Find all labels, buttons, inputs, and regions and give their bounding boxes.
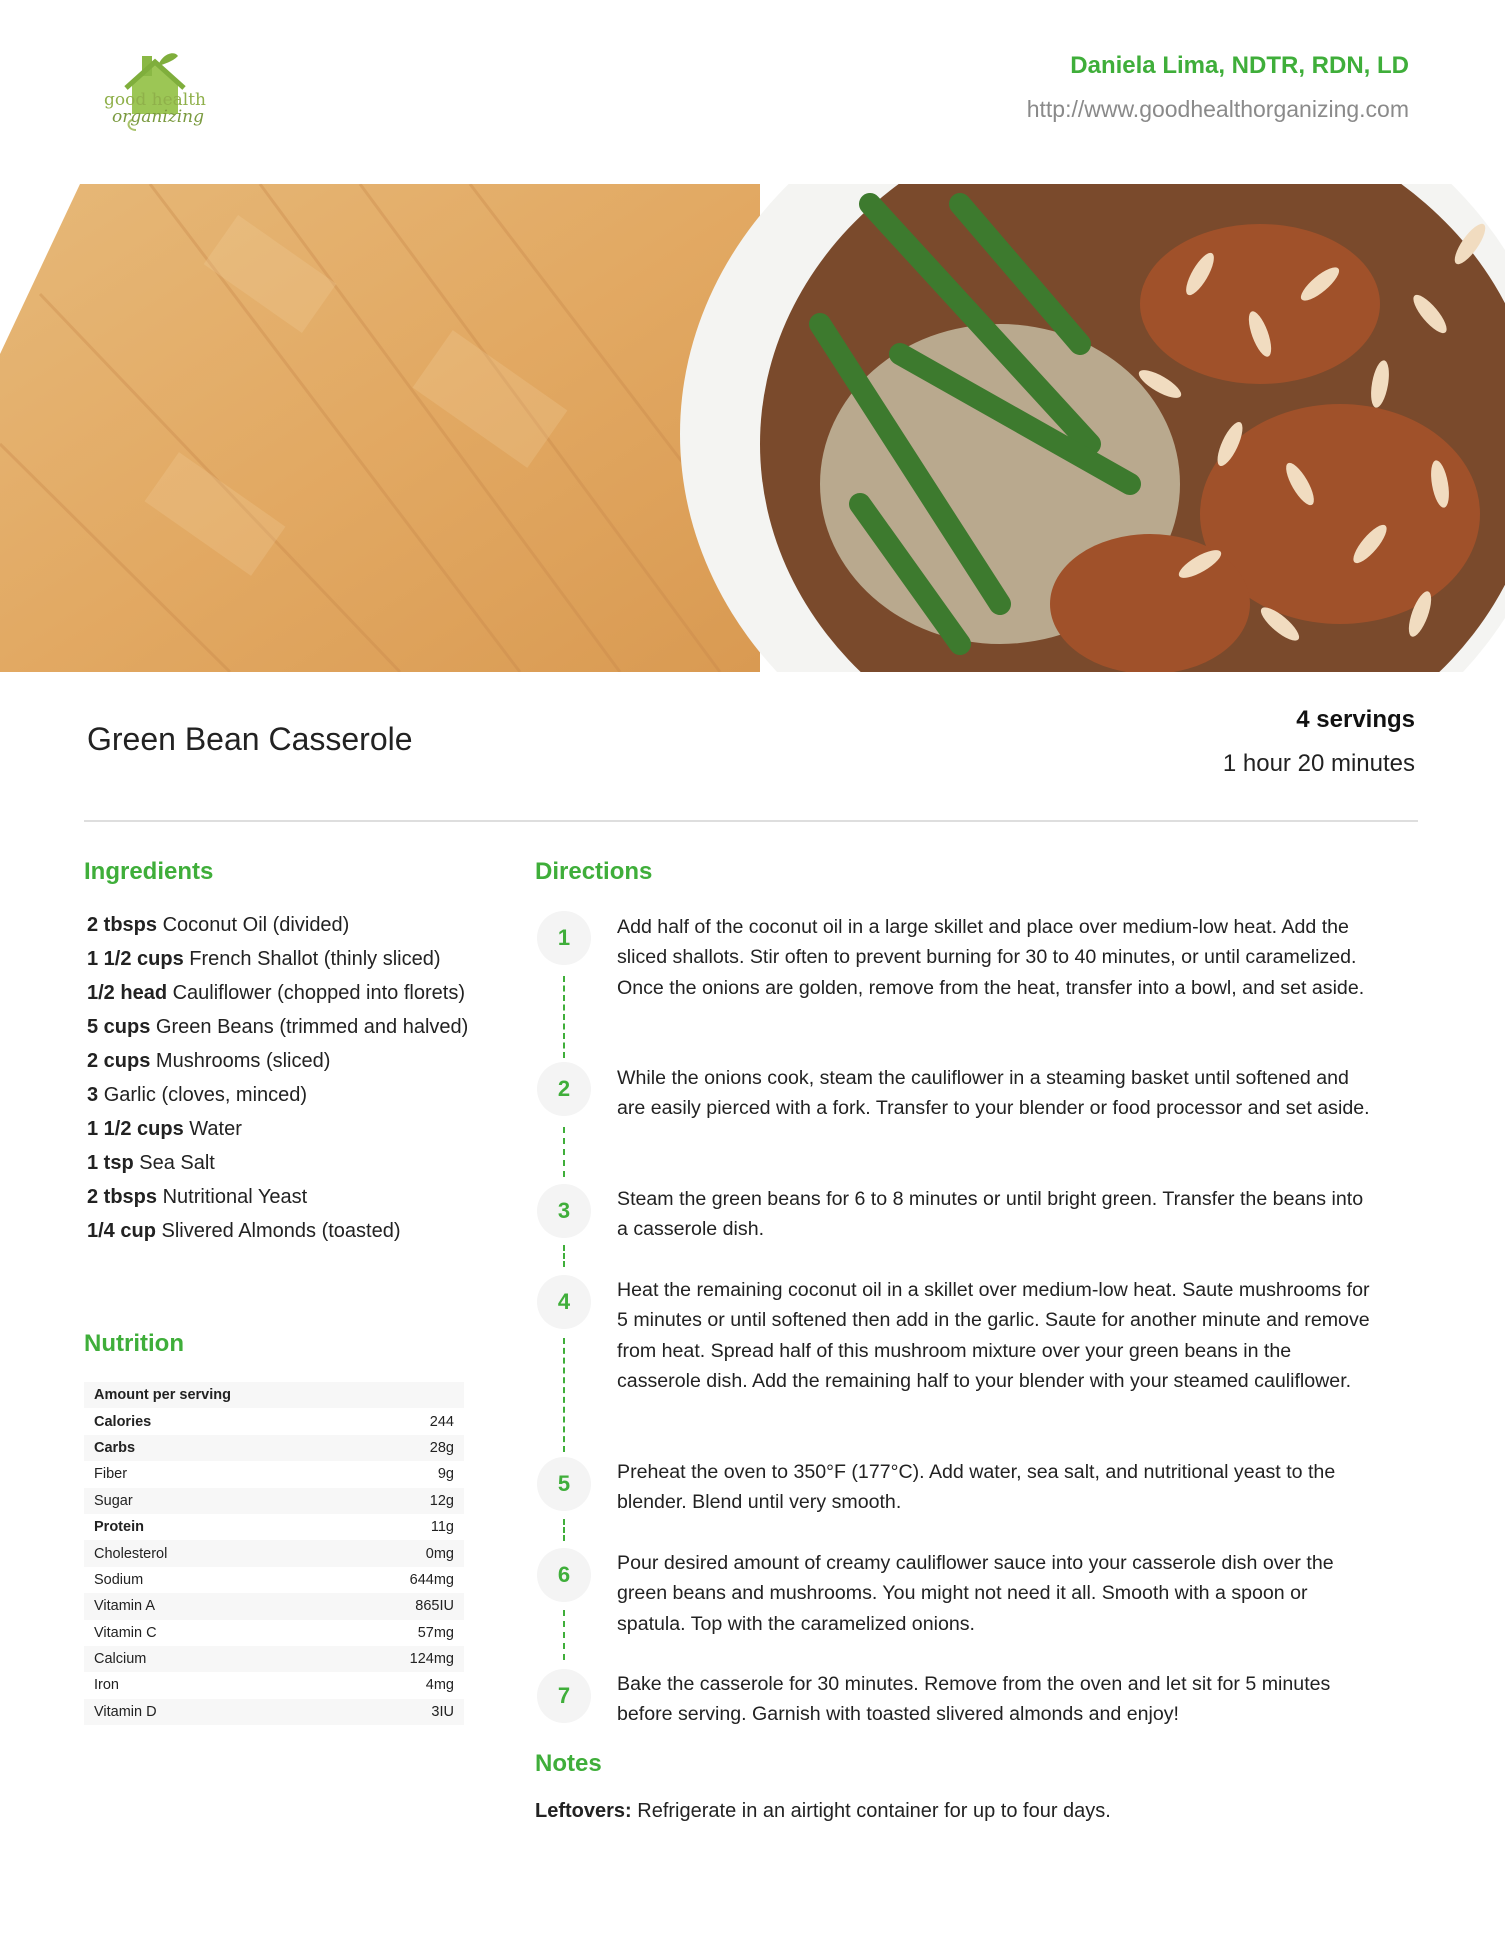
ingredient-item: 1 1/2 cups Water	[87, 1118, 242, 1140]
nutrition-heading: Nutrition	[84, 1330, 184, 1357]
step-text: Pour desired amount of creamy cauliflower sauce into your casserole dish over the green beans and mushrooms. You might not need it all. Smooth with a spoon or spatula. Top with the caramelized onions.	[617, 1552, 1334, 1635]
ingredients-list	[87, 910, 487, 1250]
table-row: Fiber 9g	[84, 1461, 464, 1487]
ingredient-item: 5 cups Green Beans (trimmed and halved)	[87, 1016, 469, 1038]
total-time: 1 hour 20 minutes	[1222, 750, 1415, 777]
logo-line2: organizing	[112, 107, 204, 127]
logo-line1: good health	[104, 90, 206, 110]
servings: 4 servings	[1296, 706, 1415, 733]
note-label: Leftovers:	[535, 1800, 632, 1822]
step-number: 6	[537, 1548, 591, 1602]
note-leftovers	[535, 1800, 1111, 1823]
step-text: Heat the remaining coconut oil in a skillet over medium-low heat. Saute mushrooms for 5 minutes or until softened then add in the garlic. Saute for another minute and remove from heat. Spread half of this mushroom mixture over your green beans in the casserole dish. Add the remaining half to your blender with your steamed cauliflower.	[617, 1279, 1370, 1392]
table-row: Calcium 124mg	[94, 1651, 454, 1668]
table-row: Cholesterol 0mg	[94, 1545, 454, 1562]
step-text: While the onions cook, steam the cauliflower in a steaming basket until softened and are easily pierced with a fork. Transfer to your blender or food processor and set aside.	[617, 1067, 1370, 1120]
step-number: 3	[537, 1184, 591, 1238]
author-name: Daniela Lima, NDTR, RDN, LD	[1070, 52, 1409, 79]
hero-food-photo	[0, 184, 1505, 672]
table-row: Calories 244	[84, 1408, 464, 1434]
step-text: Preheat the oven to 350°F (177°C). Add water, sea salt, and nutritional yeast to the blender. Blend until very smooth.	[617, 1461, 1336, 1514]
step-number: 2	[537, 1062, 591, 1116]
ingredient-item: 2 tbsps Nutritional Yeast	[87, 1186, 308, 1208]
nutrition-table-heading: Amount per serving	[94, 1387, 231, 1404]
house-leaf-icon	[92, 26, 222, 146]
step-connector	[563, 1127, 565, 1177]
ingredient-item: 1 1/2 cups French Shallot (thinly sliced)	[87, 948, 441, 970]
table-row: Sugar 12g	[94, 1492, 454, 1509]
notes-heading: Notes	[535, 1750, 602, 1777]
step-number: 1	[537, 911, 591, 965]
note-text: Refrigerate in an airtight container for up to four days.	[637, 1800, 1111, 1822]
table-row: Carbs 28g	[94, 1439, 454, 1456]
step-text: Bake the casserole for 30 minutes. Remove from the oven and let sit for 5 minutes before serving. Garnish with toasted slivered almonds and enjoy!	[617, 1673, 1331, 1726]
step-connector	[563, 1338, 565, 1452]
step-number: 5	[537, 1457, 591, 1511]
step-text: Add half of the coconut oil in a large skillet and place over medium-low heat. Add the sliced shallots. Stir often to prevent burning for 30 to 40 minutes, or until caramelized. Once the onions are golden, remove from the heat, transfer into a bowl, and set aside.	[617, 916, 1365, 999]
table-row: Sodium 644mg	[84, 1567, 464, 1593]
ingredient-item: 1/4 cup Slivered Almonds (toasted)	[87, 1220, 401, 1242]
step-number: 7	[537, 1669, 591, 1723]
table-row	[84, 1382, 464, 1408]
website-link[interactable]: http://www.goodhealthorganizing.com	[1026, 96, 1409, 122]
ingredient-item: 3 Garlic (cloves, minced)	[87, 1084, 308, 1106]
recipe-title: Green Bean Casserole	[87, 721, 413, 757]
ingredient-item: 2 cups Mushrooms (sliced)	[87, 1050, 331, 1072]
table-row: Protein 11g	[84, 1514, 464, 1540]
table-row: Iron 4mg	[84, 1672, 464, 1698]
step-connector	[563, 1610, 565, 1660]
directions-heading: Directions	[535, 858, 653, 885]
ingredient-item: 1/2 head Cauliflower (chopped into florets)	[87, 982, 465, 1004]
ingredients-heading: Ingredients	[84, 858, 214, 885]
divider	[84, 820, 1418, 822]
ingredient-item: 2 tbsps Coconut Oil (divided)	[87, 914, 350, 936]
step-connector	[563, 1245, 565, 1267]
step-connector	[563, 1519, 565, 1541]
ingredient-item: 1 tsp Sea Salt	[87, 1152, 215, 1174]
nutrition-table	[84, 1382, 464, 1725]
table-row: Vitamin D 3IU	[94, 1703, 454, 1720]
table-row: Vitamin A 865IU	[94, 1598, 454, 1615]
step-connector	[563, 976, 565, 1058]
step-text: Steam the green beans for 6 to 8 minutes or until bright green. Transfer the beans into a casserole dish.	[617, 1188, 1364, 1241]
table-row: Vitamin C 57mg	[84, 1620, 464, 1646]
step-number: 4	[537, 1275, 591, 1329]
